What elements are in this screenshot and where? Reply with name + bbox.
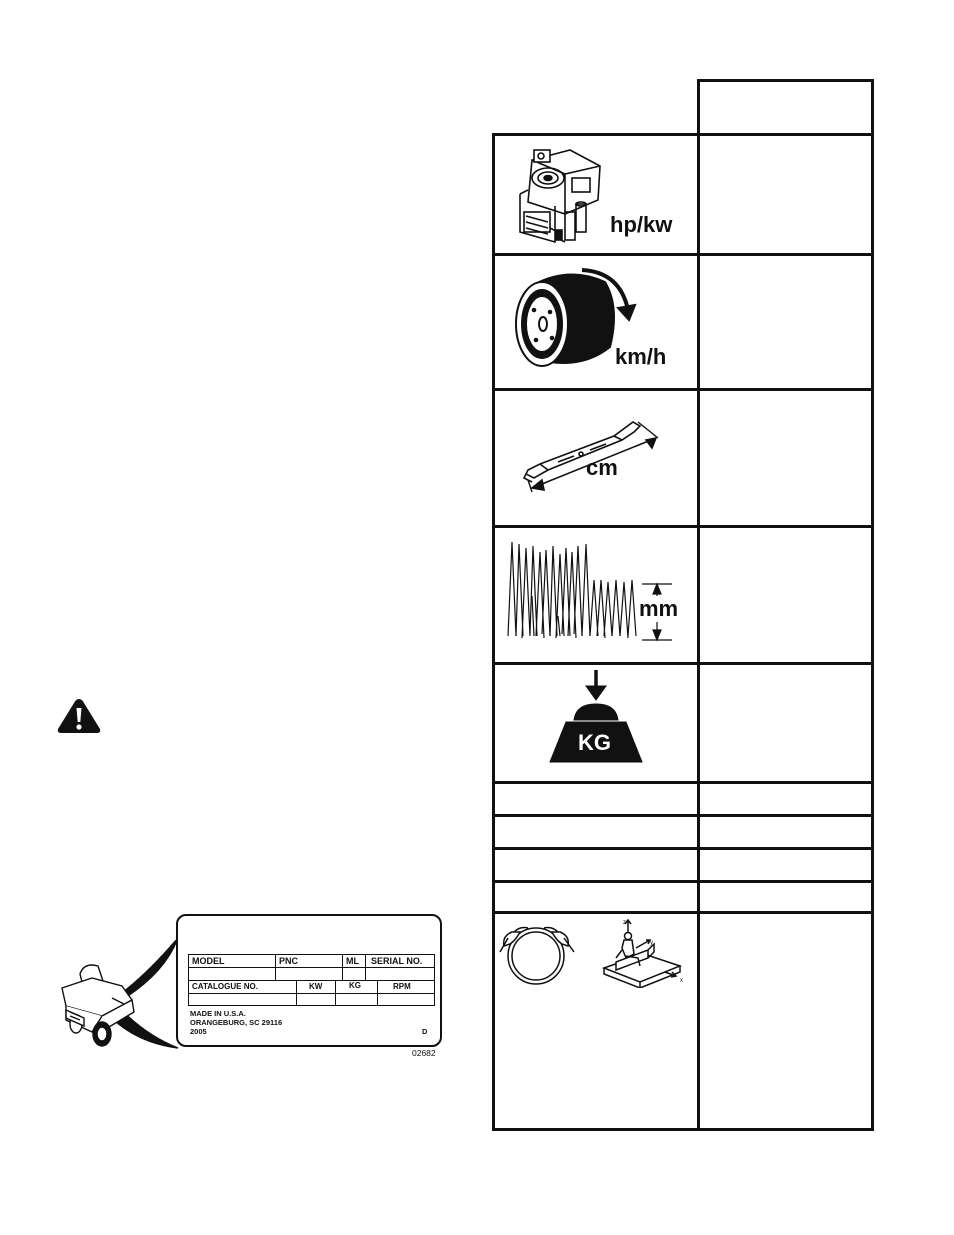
label-ml: ML (346, 956, 359, 966)
label-made-in: MADE IN U.S.A. (190, 1009, 246, 1018)
weight-unit-label: KG (578, 730, 611, 755)
label-kw: KW (309, 982, 323, 991)
tractor-icon (52, 940, 192, 1052)
label-model: MODEL (192, 956, 225, 966)
label-rpm: RPM (393, 982, 411, 991)
grass-height-icon (502, 536, 682, 646)
identification-label-plate (176, 914, 442, 1047)
label-kg: KG (349, 981, 361, 990)
label-address: ORANGEBURG, SC 29116 (190, 1018, 283, 1027)
engine-icon (510, 142, 605, 247)
label-fields-table (188, 954, 435, 1006)
label-serial-no: SERIAL NO. (371, 956, 423, 966)
blade-unit-label: cm (586, 455, 618, 480)
engine-unit-label: hp/kw (610, 212, 673, 237)
warning-triangle-icon (56, 697, 102, 735)
vibration-steering-seat-icon (498, 918, 688, 988)
axis-x-label: x (680, 978, 683, 984)
axis-y-label: y (650, 940, 653, 946)
label-code-letter: D (422, 1027, 428, 1036)
axis-z-label: z (623, 920, 626, 926)
grass-unit-label: mm (639, 596, 679, 621)
label-year: 2005 (190, 1027, 207, 1036)
figure-number: 02682 (412, 1048, 436, 1058)
label-catalogue-no: CATALOGUE NO. (192, 982, 258, 991)
speed-unit-label: km/h (615, 344, 667, 369)
label-pnc: PNC (279, 956, 299, 966)
